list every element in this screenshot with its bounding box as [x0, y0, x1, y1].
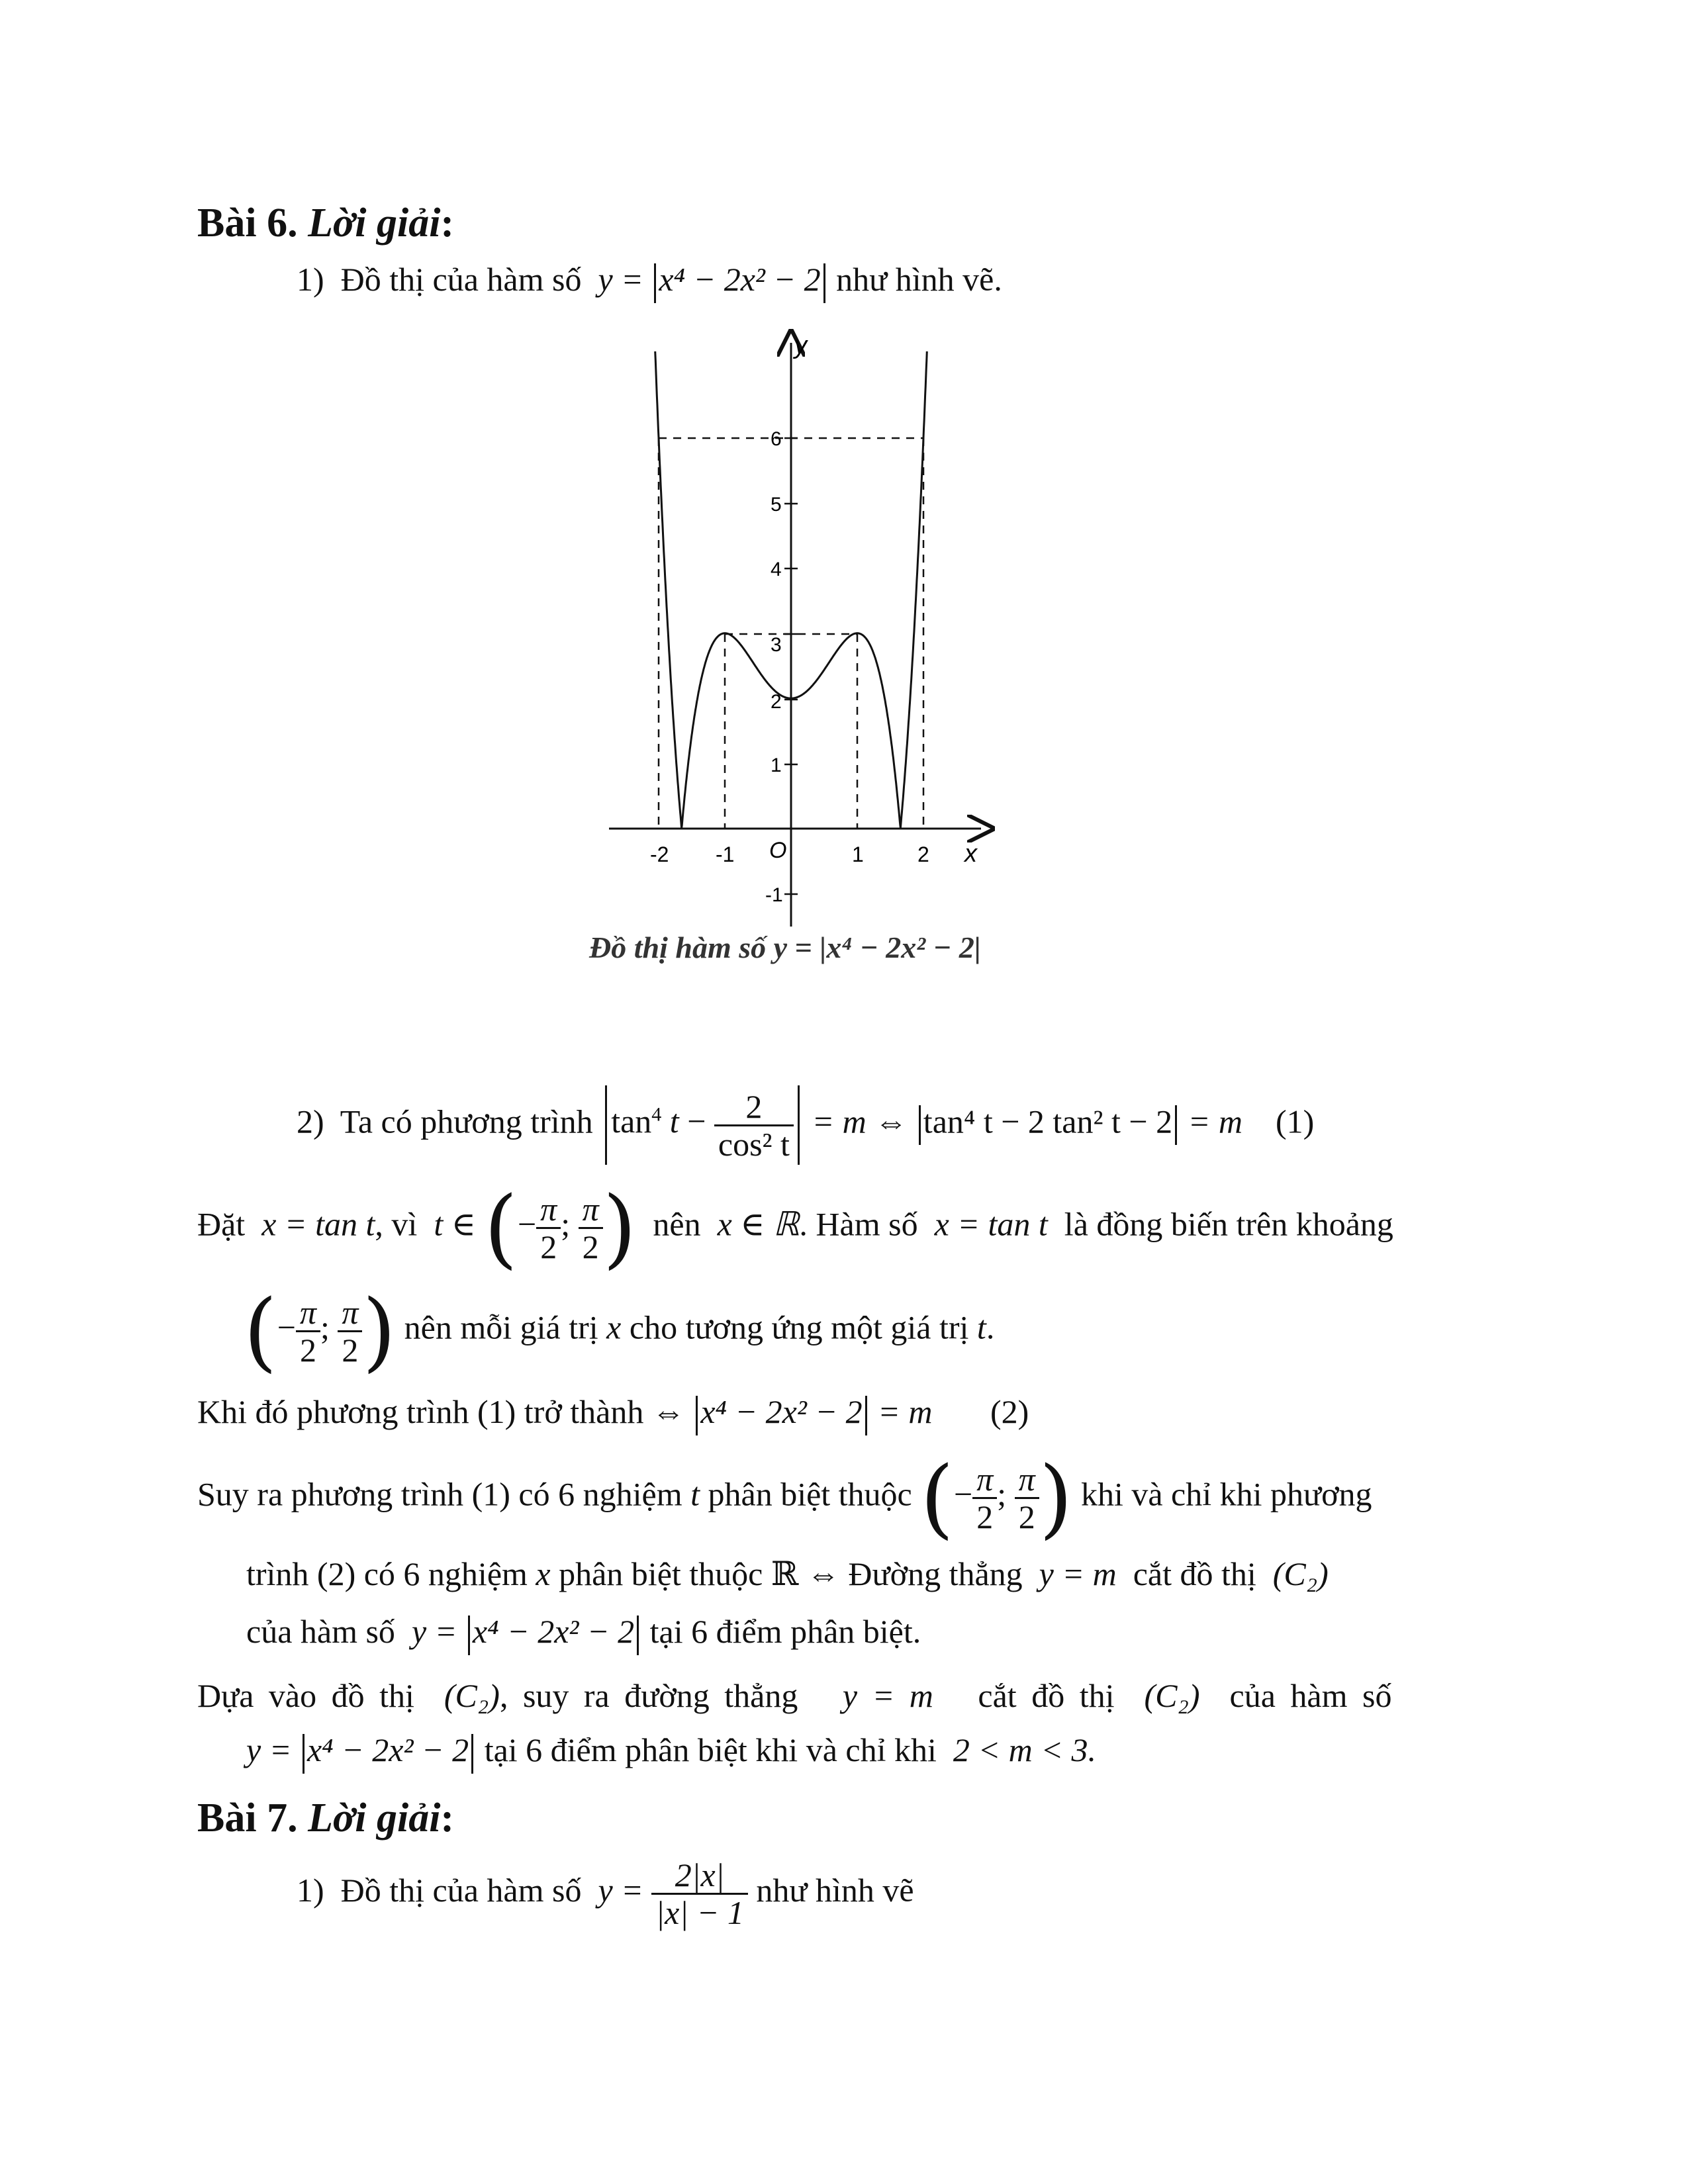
each-x-mid: cho tương ứng một giá trị — [629, 1308, 969, 1346]
trinh-cat: cắt đồ thị — [1133, 1555, 1256, 1592]
tan-word: tan — [611, 1103, 652, 1140]
dat-x-tan: x = tan t — [934, 1205, 1048, 1243]
khi-do-text: Khi đó phương trình (1) trở thành ⇔ — [197, 1393, 685, 1430]
eq-right: tan⁴ t − 2 tan² t − 2 — [923, 1103, 1173, 1140]
trinh-line — [246, 1554, 1329, 1594]
cua-y: y = — [411, 1613, 457, 1650]
pi-den: 2 — [1018, 1498, 1035, 1535]
pi-num: π — [972, 1461, 997, 1499]
abs-bar-right — [637, 1615, 639, 1655]
bai6-part2-text: Ta có phương trình — [340, 1103, 593, 1140]
x-axis-label: x — [964, 840, 977, 868]
abs-bar-left — [303, 1734, 305, 1774]
bai7-heading-colon: : — [440, 1796, 455, 1841]
pi-num: π — [579, 1191, 603, 1229]
trinh-mid: phân biệt thuộc ℝ ⇔ Đường thẳng — [559, 1555, 1023, 1592]
fraction-numerator: 2 — [714, 1089, 794, 1126]
pi-den: 2 — [540, 1228, 557, 1265]
fraction-pi-over-2 — [338, 1295, 362, 1368]
pi-den: 2 — [582, 1228, 599, 1265]
pi-num: π — [296, 1295, 320, 1332]
bai7-heading-number: Bài 7. — [197, 1796, 298, 1841]
dat-vi: , vì — [375, 1205, 418, 1243]
dua-mid: , suy ra đường thẳng — [499, 1677, 798, 1714]
dua-end: của hàm số — [1229, 1677, 1392, 1714]
suy-ra-text: Suy ra phương trình (1) có 6 nghiệm — [197, 1475, 682, 1513]
khi-do-line — [197, 1392, 1029, 1435]
bai7-heading-solution: Lời giải — [308, 1796, 441, 1841]
line-y-m: y = m — [1039, 1555, 1117, 1592]
eq-label-1: (1) — [1275, 1103, 1315, 1140]
x-tick-1: 1 — [852, 842, 864, 866]
y-tick-6: 6 — [771, 428, 782, 450]
var-x: x — [606, 1308, 622, 1346]
trinh-text: trình (2) có 6 nghiệm — [246, 1555, 528, 1592]
abs-bar-left — [605, 1085, 607, 1165]
bai6-part1-formula: x⁴ − 2x² − 2 — [659, 261, 821, 298]
fraction-denominator: |x| − 1 — [655, 1894, 744, 1931]
bai7-part1-text: Đồ thị của hàm số — [340, 1871, 582, 1909]
cua-line — [246, 1612, 921, 1655]
bai7-part1-after: như hình vẽ — [756, 1871, 914, 1909]
fraction-2absx-over-absx-minus-1 — [651, 1857, 747, 1931]
abs-bar-right — [865, 1396, 867, 1435]
dat-x-in-r: x ∈ ℝ — [717, 1205, 800, 1243]
fraction-pi-over-2 — [579, 1191, 603, 1265]
khi-do-formula: x⁴ − 2x² − 2 — [700, 1393, 863, 1430]
var-x: x — [536, 1555, 551, 1592]
curve-c2: (C₂) — [1272, 1555, 1329, 1592]
bai6-part1 — [297, 259, 1002, 303]
dua-text: Dựa vào đồ thị — [197, 1677, 414, 1714]
paren-left: ( — [244, 1281, 277, 1381]
var-t: t — [976, 1308, 986, 1346]
line-y-m: y = m — [842, 1677, 933, 1714]
fraction-pi-over-2 — [972, 1461, 997, 1535]
fraction-pi-over-2 — [296, 1295, 320, 1368]
x-tick-origin: O — [769, 838, 787, 863]
abs-bar-right — [1175, 1105, 1177, 1145]
eq-label-2: (2) — [990, 1393, 1029, 1430]
bai6-heading-colon: : — [440, 201, 455, 246]
function-graph — [583, 331, 1006, 906]
bai7-part1-marker: 1) — [297, 1871, 324, 1909]
paren-left: ( — [484, 1177, 518, 1278]
tan4-term: $\tan^4 t$ − — [611, 1103, 706, 1140]
x-tick-neg1: -1 — [716, 842, 735, 866]
last-formula: x⁴ − 2x² − 2 — [306, 1731, 469, 1768]
dua-line — [197, 1676, 1391, 1715]
y-tick-2: 2 — [771, 691, 782, 713]
interval-line: (− $\frac{\pi}{2}$ ; $\frac{\pi}{2}$ ) nên mỗi giá trị x cho tương ứng một giá trị t. — [244, 1281, 995, 1381]
dat-ham-so: . Hàm số — [799, 1205, 918, 1243]
bai6-part2 — [297, 1085, 1314, 1165]
each-x-text: nên mỗi giá trị — [404, 1308, 598, 1346]
cua-text: của hàm số — [246, 1613, 395, 1650]
abs-bar-left — [468, 1615, 470, 1655]
bai7-heading — [197, 1795, 454, 1841]
paren-right: ) — [362, 1281, 397, 1381]
pi-den: 2 — [342, 1331, 359, 1369]
dat-t-in: t ∈ — [434, 1205, 476, 1243]
khi-do-eq: = m — [878, 1393, 933, 1430]
y-tick-neg1: -1 — [765, 884, 783, 906]
last-line — [246, 1730, 1096, 1774]
x-tick-neg2: -2 — [650, 842, 669, 866]
y-tick-5: 5 — [771, 494, 782, 516]
abs-bar-left — [696, 1396, 698, 1435]
final-answer: 2 < m < 3. — [953, 1731, 1096, 1768]
bai6-part1-text: Đồ thị của hàm số — [340, 261, 582, 298]
abs-bar-left — [654, 263, 656, 303]
bai7-part1-y: y = — [598, 1871, 643, 1909]
dat-line: Đặt x = tan t, vì t ∈ (− $\frac{\pi}{2}$ ; $\frac{\pi}{2}$ ) nên x ∈ ℝ. Hàm số x = tan t là đồng biến trên khoảng — [197, 1177, 1393, 1278]
bai6-heading-number: Bài 6. — [197, 201, 298, 246]
var-t: t — [690, 1475, 700, 1513]
bai7-part1 — [297, 1857, 914, 1931]
abs-bar-right — [798, 1085, 800, 1165]
cua-formula: x⁴ − 2x² − 2 — [472, 1613, 635, 1650]
x-tick-2: 2 — [917, 842, 929, 866]
paren-right: ) — [1039, 1447, 1073, 1548]
fraction-pi-over-2 — [536, 1191, 561, 1265]
suy-ra-end: khi và chỉ khi phương — [1080, 1475, 1372, 1513]
y-axis-label: y — [794, 332, 807, 359]
paren-right: ) — [602, 1177, 637, 1278]
bai6-part1-marker: 1) — [297, 261, 324, 298]
suy-ra-line: Suy ra phương trình (1) có 6 nghiệm t phân biệt thuộc (− $\frac{\pi}{2}$ ; $\frac{\pi}{2}$ ) khi và chỉ khi phương — [197, 1447, 1372, 1548]
paren-left: ( — [920, 1447, 954, 1548]
bai6-part1-after: như hình vẽ. — [836, 261, 1002, 298]
pi-num: π — [1015, 1461, 1039, 1499]
fraction-pi-over-2 — [1015, 1461, 1039, 1535]
pi-den: 2 — [976, 1498, 994, 1535]
y-tick-4: 4 — [771, 559, 782, 580]
last-y: y = — [246, 1731, 292, 1768]
fraction-denominator: cos² t — [718, 1125, 790, 1163]
curve-c2: (C₂) — [1144, 1677, 1200, 1714]
eq-mid: = m ⇔ — [812, 1103, 908, 1140]
y-tick-1: 1 — [771, 754, 782, 776]
dat-nen: nên — [653, 1205, 701, 1243]
cua-end: tại 6 điểm phân biệt. — [649, 1613, 921, 1650]
pi-den: 2 — [299, 1331, 316, 1369]
dat-dong-bien: là đồng biến trên khoảng — [1064, 1205, 1393, 1243]
eq-end: = m — [1188, 1103, 1243, 1140]
bai6-part2-marker: 2) — [297, 1103, 324, 1140]
abs-bar-right — [823, 263, 825, 303]
bai6-heading-solution: Lời giải — [308, 201, 441, 246]
last-text: tại 6 điểm phân biệt khi và chỉ khi — [484, 1731, 937, 1768]
y-tick-3: 3 — [771, 634, 782, 656]
graph-caption: Đồ thị hàm số y = |x⁴ − 2x² − 2| — [589, 931, 982, 964]
dua-cat: cắt đồ thị — [978, 1677, 1115, 1714]
abs-bar-left — [919, 1105, 921, 1145]
fraction-2-over-cos2 — [714, 1089, 794, 1162]
pi-num: π — [338, 1295, 362, 1332]
bai6-heading — [197, 200, 454, 246]
fraction-numerator: 2|x| — [651, 1857, 747, 1895]
pi-num: π — [536, 1191, 561, 1229]
bai6-part1-y: y = — [598, 261, 643, 298]
suy-ra-mid: phân biệt thuộc — [708, 1475, 912, 1513]
abs-bar-right — [471, 1734, 473, 1774]
curve-c2: (C₂) — [444, 1677, 500, 1714]
dat-word: Đặt — [197, 1205, 246, 1243]
dat-substitution: x = tan t — [261, 1205, 375, 1243]
